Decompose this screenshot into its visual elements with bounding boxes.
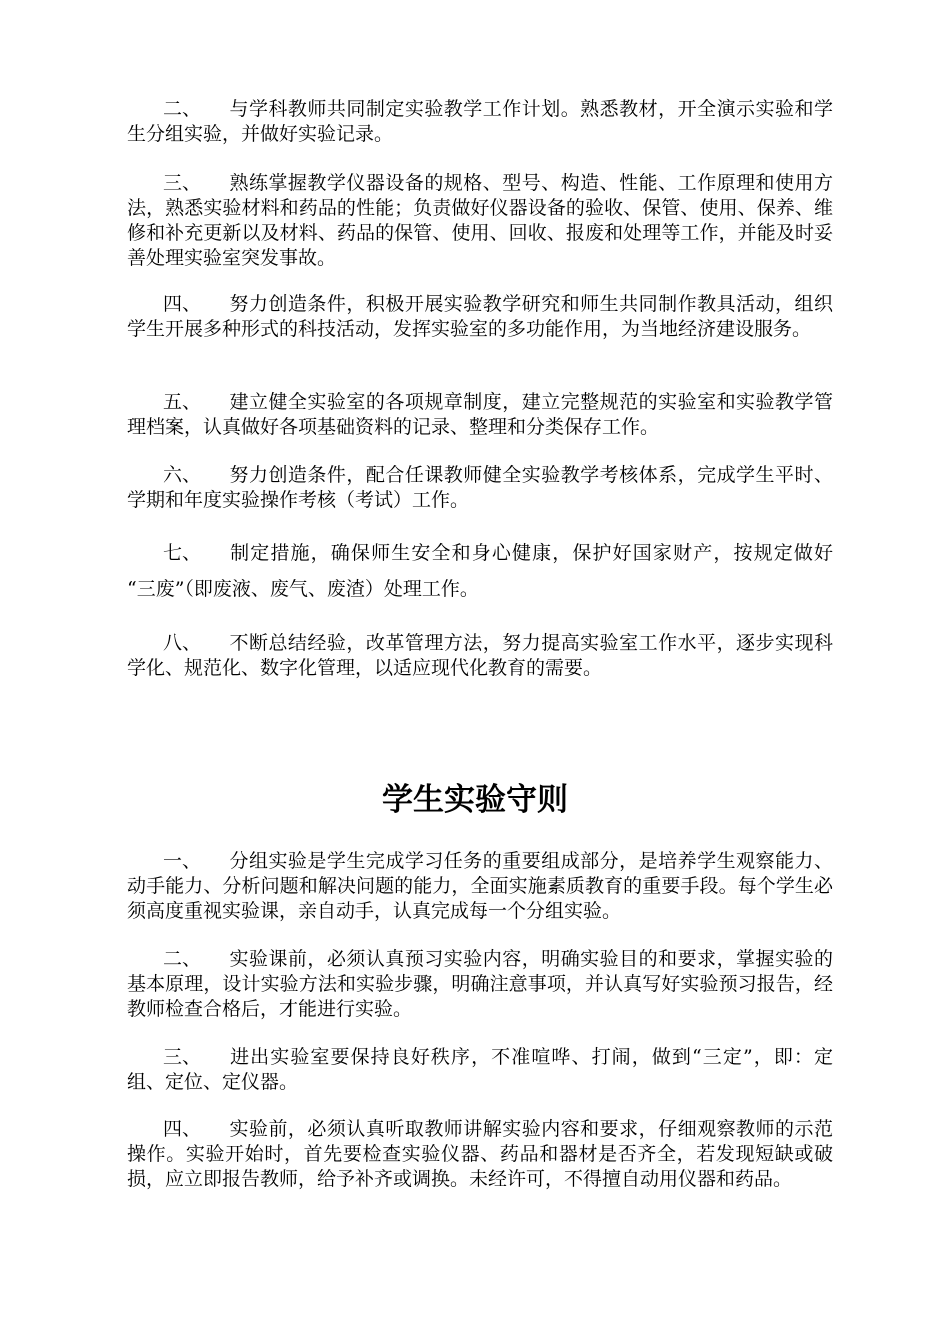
item-text: 努力创造条件，积极开展实验教学研究和师生共同制作教具活动，组织学生开展多种形式的科技活动，发挥实验室的多功能作用，为当地经济建设服务。 [127, 293, 833, 340]
duty-item-3 [127, 171, 833, 271]
duty-item-7 [127, 535, 833, 607]
rule-item-4 [127, 1117, 833, 1192]
item-text: 努力创造条件，配合任课教师健全实验教学考核体系，完成学生平时、学期和年度实验操作考核（考试）工作。 [127, 464, 833, 511]
item-number: 五、 [163, 391, 202, 413]
duty-item-5 [127, 390, 833, 440]
item-text: 与学科教师共同制定实验教学工作计划。熟悉教材，开全演示实验和学生分组实验，并做好实验记录。 [127, 98, 833, 145]
duty-item-4 [127, 292, 833, 342]
rule-item-3 [127, 1045, 833, 1095]
item-number: 六、 [163, 464, 202, 486]
item-number: 一、 [163, 850, 202, 872]
item-text: 建立健全实验室的各项规章制度，建立完整规范的实验室和实验教学管理档案，认真做好各项基础资料的记录、整理和分类保存工作。 [127, 391, 833, 438]
item-number: 四、 [163, 293, 202, 315]
item-number: 三、 [163, 172, 202, 194]
item-text: 进出实验室要保持良好秩序，不准喧哗、打闹，做到“三定”，即：定组、定位、定仪器。 [127, 1046, 833, 1093]
item-number: 七、 [163, 542, 202, 564]
duty-item-8 [127, 631, 833, 681]
item-number: 二、 [163, 98, 202, 120]
item-text: 不断总结经验，改革管理方法，努力提高实验室工作水平，逐步实现科学化、规范化、数字化管理，以适应现代化教育的需要。 [127, 632, 833, 679]
item-text: 分组实验是学生完成学习任务的重要组成部分，是培养学生观察能力、动手能力、分析问题和解决问题的能力，全面实施素质教育的重要手段。每个学生必须高度重视实验课，亲自动手，认真完成每一个分组实验。 [127, 850, 833, 922]
item-number: 三、 [163, 1046, 202, 1068]
item-text: 制定措施，确保师生安全和身心健康，保护好国家财产，按规定做好 “三废”（即废液、废气、废渣）处理工作。 [127, 542, 833, 600]
item-number: 四、 [163, 1118, 202, 1140]
duty-item-2 [127, 97, 833, 147]
section-title: 学生实验守则 [382, 782, 568, 818]
item-text: 实验前，必须认真听取教师讲解实验内容和要求，仔细观察教师的示范操作。实验开始时，首先要检查实验仪器、药品和器材是否齐全，若发现短缺或破损，应立即报告教师，给予补齐或调换。未经许可，不得擅自动用仪器和药品。 [127, 1118, 833, 1190]
item-text: 熟练掌握教学仪器设备的规格、型号、构造、性能、工作原理和使用方法，熟悉实验材料和药品的性能；负责做好仪器设备的验收、保管、使用、保养、维修和补充更新以及材料、药品的保管、使用、回收、报废和处理等工作，并能及时妥善处理实验室突发事故。 [127, 172, 833, 269]
item-number: 八、 [163, 632, 202, 654]
duty-item-6 [127, 463, 833, 513]
rule-item-2 [127, 947, 833, 1022]
rule-item-1 [127, 849, 833, 924]
item-text: 实验课前，必须认真预习实验内容，明确实验目的和要求，掌握实验的基本原理，设计实验方法和实验步骤，明确注意事项，并认真写好实验预习报告，经教师检查合格后，才能进行实验。 [127, 948, 833, 1020]
item-number: 二、 [163, 948, 202, 970]
